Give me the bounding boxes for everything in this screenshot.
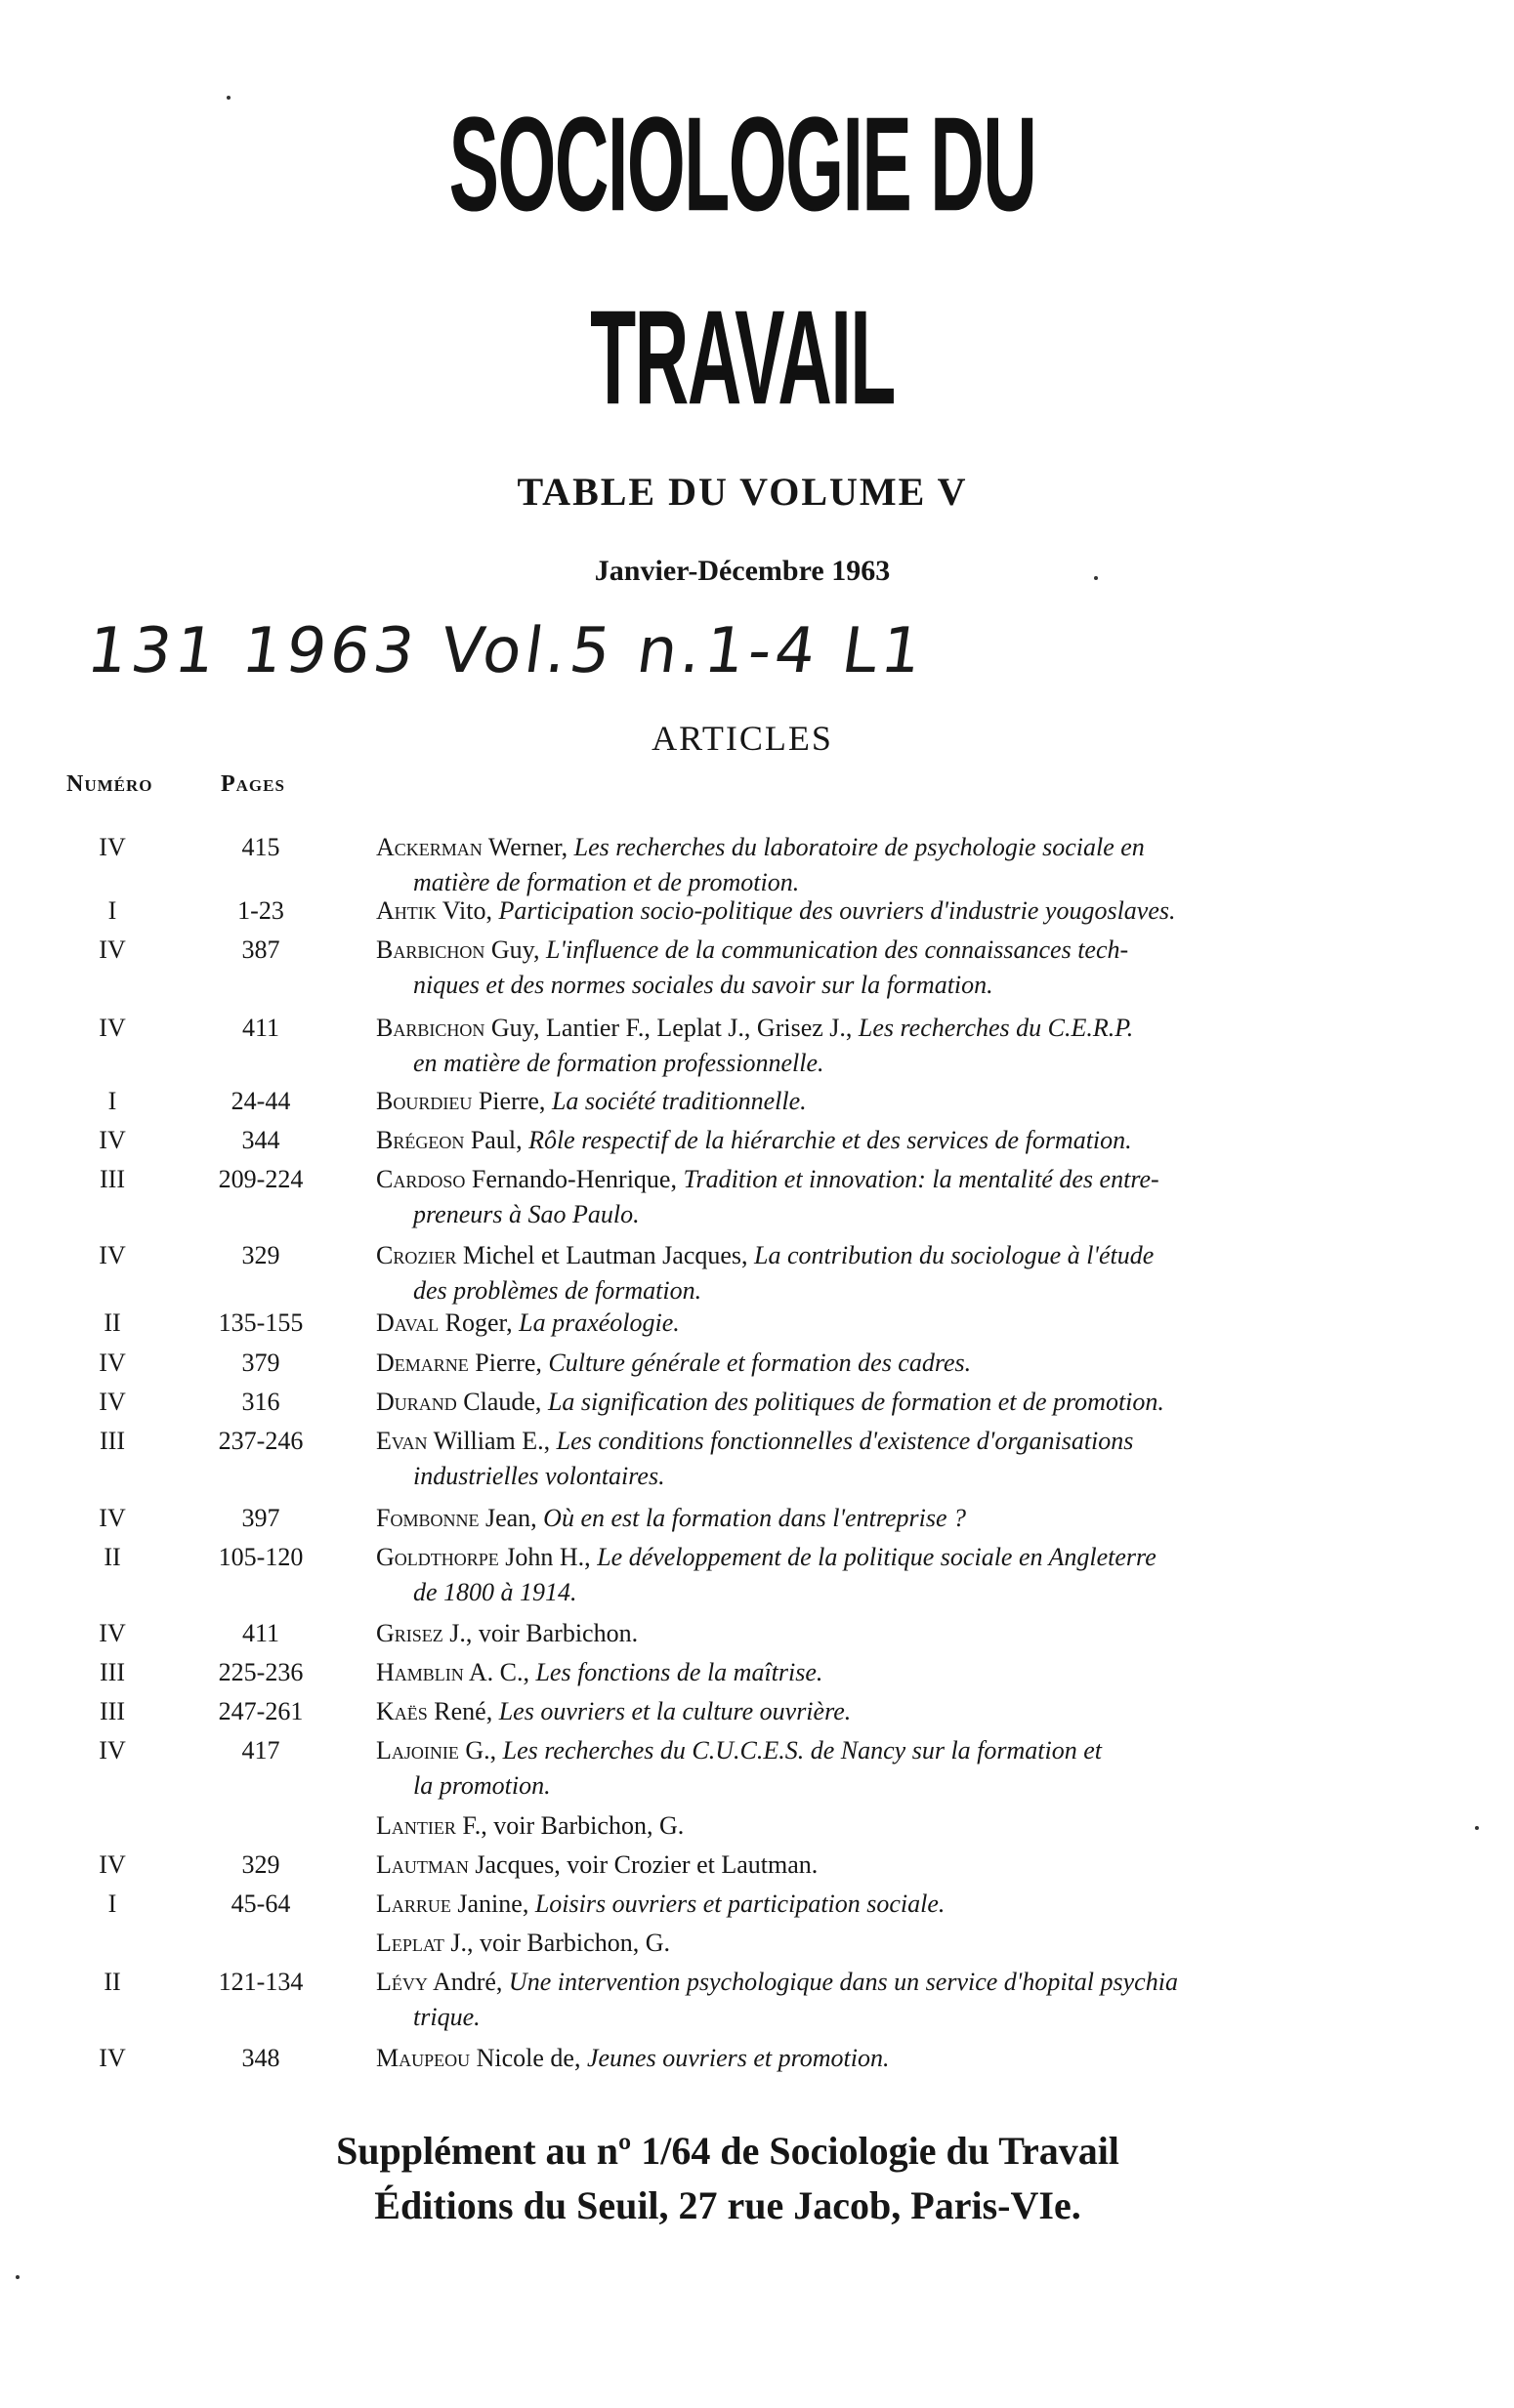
article-entry: [376, 1733, 1411, 1804]
article-entry: [376, 830, 1411, 900]
article-title-continuation: des problèmes de formation.: [413, 1276, 702, 1305]
article-pages: 225-236: [218, 1658, 304, 1686]
article-author-details: Guy, Lantier F., Leplat J., Grisez J.,: [484, 1014, 859, 1042]
article-author: Barbichon: [376, 1014, 485, 1042]
article-entry: [376, 1540, 1411, 1610]
article-number: IV: [99, 1850, 126, 1879]
article-title: Participation socio-politique des ouvriers d'industrie yougoslaves.: [498, 896, 1176, 925]
article-pages: 105-120: [218, 1543, 304, 1571]
scan-speck: [227, 96, 231, 100]
article-title-continuation: niques et des normes sociales du savoir sur la formation.: [413, 971, 993, 999]
article-entry: [376, 1616, 1411, 1651]
article-number: IV: [99, 935, 126, 964]
article-author-details: Nicole de,: [470, 2044, 587, 2072]
article-title: Les fonctions de la maîtrise.: [535, 1658, 823, 1686]
article-pages: 411: [241, 1619, 280, 1647]
article-number: IV: [99, 833, 126, 861]
article-author: Kaës: [376, 1697, 428, 1725]
article-pages: 415: [241, 833, 280, 861]
article-pages: 209-224: [218, 1165, 304, 1193]
article-title-continuation: industrielles volontaires.: [413, 1462, 665, 1490]
article-entry: [376, 1848, 1411, 1883]
article-pages: 247-261: [218, 1697, 304, 1725]
article-title-continuation: preneurs à Sao Paulo.: [413, 1200, 640, 1228]
article-author: Daval: [376, 1308, 440, 1337]
scan-speck: [1475, 1826, 1479, 1830]
article-author: Maupeou: [376, 2044, 471, 2072]
article-author: Ahtik: [376, 896, 437, 925]
article-pages: 121-134: [218, 1968, 304, 1996]
article-pages: 411: [241, 1014, 280, 1042]
article-number: I: [107, 1889, 117, 1918]
article-number: IV: [99, 1126, 126, 1154]
section-title: ARTICLES: [652, 719, 833, 758]
article-author-details: G.,: [458, 1736, 503, 1764]
article-number: III: [100, 1658, 125, 1686]
article-entry: [376, 1123, 1411, 1158]
article-author-details: René,: [427, 1697, 499, 1725]
article-pages: 329: [241, 1241, 280, 1269]
article-author: Leplat: [376, 1929, 444, 1957]
article-title-continuation: de 1800 à 1914.: [413, 1578, 577, 1606]
article-title-continuation: matière de formation et de promotion.: [413, 868, 800, 896]
article-author: Durand: [376, 1388, 457, 1416]
article-author: Lautman: [376, 1850, 469, 1879]
article-title: Jeunes ouvriers et promotion.: [586, 2044, 890, 2072]
article-author-details: Jacques, voir Crozier et Lautman.: [468, 1850, 819, 1879]
article-entry: [376, 1306, 1411, 1341]
article-entry: [376, 1346, 1411, 1381]
article-pages: 417: [241, 1736, 280, 1764]
article-author-details: Michel et Lautman Jacques,: [456, 1241, 755, 1269]
article-entry: [376, 1808, 1411, 1844]
article-number: III: [100, 1427, 125, 1455]
article-number: IV: [99, 1014, 126, 1042]
column-header-pages: Pages: [221, 771, 285, 797]
article-pages: 387: [241, 935, 280, 964]
article-entry: [376, 1162, 1411, 1232]
article-author-details: William E.,: [427, 1427, 557, 1455]
article-entry: [376, 1501, 1411, 1536]
article-title: Les recherches du laboratoire de psychologie sociale en: [573, 833, 1145, 861]
article-number: II: [104, 1308, 121, 1337]
article-author: Lévy: [376, 1968, 428, 1996]
article-entry: [376, 1424, 1411, 1494]
article-entry: [376, 1385, 1411, 1420]
volume-dates: Janvier-Décembre 1963: [594, 555, 891, 587]
article-author-details: A. C.,: [463, 1658, 536, 1686]
article-number: IV: [99, 1349, 126, 1377]
article-pages: 1-23: [237, 896, 284, 925]
article-author: Bourdieu: [376, 1087, 473, 1115]
article-title: Une intervention psychologique dans un service d'hopital psychia: [508, 1968, 1178, 1996]
article-title-continuation: en matière de formation professionnelle.: [413, 1049, 824, 1077]
article-number: IV: [99, 2044, 126, 2072]
article-entry: [376, 1084, 1411, 1119]
article-author: Demarne: [376, 1349, 469, 1377]
article-entry: [376, 1887, 1411, 1922]
article-number: II: [104, 1968, 121, 1996]
article-title: Les conditions fonctionnelles d'existence d'organisations: [556, 1427, 1134, 1455]
article-author: Barbichon: [376, 935, 485, 964]
article-pages: 397: [241, 1504, 280, 1532]
article-entry: [376, 933, 1411, 1003]
article-pages: 344: [241, 1126, 280, 1154]
article-entry: [376, 893, 1411, 929]
article-title: La praxéologie.: [519, 1308, 680, 1337]
article-number: IV: [99, 1736, 126, 1764]
article-title: Le développement de la politique sociale en Angleterre: [597, 1543, 1157, 1571]
article-title: Rôle respectif de la hiérarchie et des services de formation.: [528, 1126, 1132, 1154]
article-title: Les ouvriers et la culture ouvrière.: [498, 1697, 852, 1725]
article-entry: [376, 1694, 1411, 1729]
article-author-details: André,: [427, 1968, 509, 1996]
article-pages: 24-44: [231, 1087, 291, 1115]
article-number: I: [107, 896, 117, 925]
article-pages: 45-64: [231, 1889, 291, 1918]
article-author-details: Claude,: [456, 1388, 548, 1416]
article-author-details: Janine,: [450, 1889, 535, 1918]
article-title: Les recherches du C.U.C.E.S. de Nancy sur la formation et: [502, 1736, 1102, 1764]
article-author-details: John H.,: [498, 1543, 598, 1571]
article-author-details: Pierre,: [472, 1087, 552, 1115]
article-title: Culture générale et formation des cadres.: [548, 1349, 972, 1377]
article-author-details: F., voir Barbichon, G.: [455, 1811, 685, 1840]
scan-speck: [1094, 576, 1098, 580]
article-title: Les recherches du C.E.R.P.: [858, 1014, 1134, 1042]
article-title: L'influence de la communication des connaissances tech-: [545, 935, 1129, 964]
article-author-details: Werner,: [482, 833, 574, 861]
article-pages: 379: [241, 1349, 280, 1377]
article-pages: 329: [241, 1850, 280, 1879]
article-author-details: Fernando-Henrique,: [465, 1165, 684, 1193]
article-author: Larrue: [376, 1889, 451, 1918]
volume-title: TABLE DU VOLUME V: [517, 470, 968, 514]
article-author: Ackerman: [376, 833, 483, 861]
journal-title: SOCIOLOGIE DU TRAVAIL: [448, 90, 1036, 434]
footer: [176, 2124, 1280, 2233]
article-entry: [376, 2041, 1411, 2076]
article-title-continuation: la promotion.: [413, 1771, 551, 1800]
article-entry: [376, 1965, 1411, 2035]
article-author: Crozier: [376, 1241, 457, 1269]
article-author-details: Roger,: [439, 1308, 520, 1337]
article-author: Hamblin: [376, 1658, 464, 1686]
article-title: Où en est la formation dans l'entreprise ?: [543, 1504, 967, 1532]
article-entry: [376, 1655, 1411, 1690]
article-title-continuation: trique.: [413, 2003, 481, 2031]
article-author-details: J., voir Barbichon, G.: [443, 1929, 670, 1957]
article-entry: [376, 1011, 1411, 1081]
article-author: Brégeon: [376, 1126, 465, 1154]
article-author-details: Guy,: [484, 935, 546, 964]
article-pages: 237-246: [218, 1427, 304, 1455]
column-header-numero: Numéro: [66, 771, 153, 797]
article-number: II: [104, 1543, 121, 1571]
article-pages: 135-155: [218, 1308, 304, 1337]
scan-speck: [16, 2275, 20, 2279]
article-number: IV: [99, 1241, 126, 1269]
article-entry: [376, 1238, 1411, 1308]
article-title: Tradition et innovation: la mentalité des entre-: [683, 1165, 1159, 1193]
article-number: III: [100, 1697, 125, 1725]
article-pages: 316: [241, 1388, 280, 1416]
article-author-details: Paul,: [464, 1126, 529, 1154]
article-number: III: [100, 1165, 125, 1193]
article-number: IV: [99, 1388, 126, 1416]
article-number: IV: [99, 1619, 126, 1647]
article-number: IV: [99, 1504, 126, 1532]
article-author: Lantier: [376, 1811, 456, 1840]
article-author-details: Vito,: [436, 896, 499, 925]
article-author: Goldthorpe: [376, 1543, 499, 1571]
article-title: Loisirs ouvriers et participation sociale.: [534, 1889, 946, 1918]
article-author-details: Pierre,: [468, 1349, 549, 1377]
article-author: Cardoso: [376, 1165, 466, 1193]
article-number: I: [107, 1087, 117, 1115]
handwritten-note: 131 1963 Vol.5 n.1-4 L1: [82, 615, 931, 687]
article-author-details: Jean,: [479, 1504, 544, 1532]
article-title: La société traditionnelle.: [551, 1087, 807, 1115]
article-title: La signification des politiques de formation et de promotion.: [547, 1388, 1164, 1416]
article-title: La contribution du sociologue à l'étude: [754, 1241, 1155, 1269]
article-pages: 348: [241, 2044, 280, 2072]
article-author: Evan: [376, 1427, 428, 1455]
article-entry: [376, 1926, 1411, 1961]
article-author: Fombonne: [376, 1504, 480, 1532]
article-author-details: J., voir Barbichon.: [442, 1619, 639, 1647]
footer-line-1: Supplément au nº 1/64 de Sociologie du Travail: [336, 2129, 1119, 2173]
article-author: Grisez: [376, 1619, 443, 1647]
article-author: Lajoinie: [376, 1736, 459, 1764]
footer-line-2: Éditions du Seuil, 27 rue Jacob, Paris-VIe.: [374, 2183, 1081, 2227]
